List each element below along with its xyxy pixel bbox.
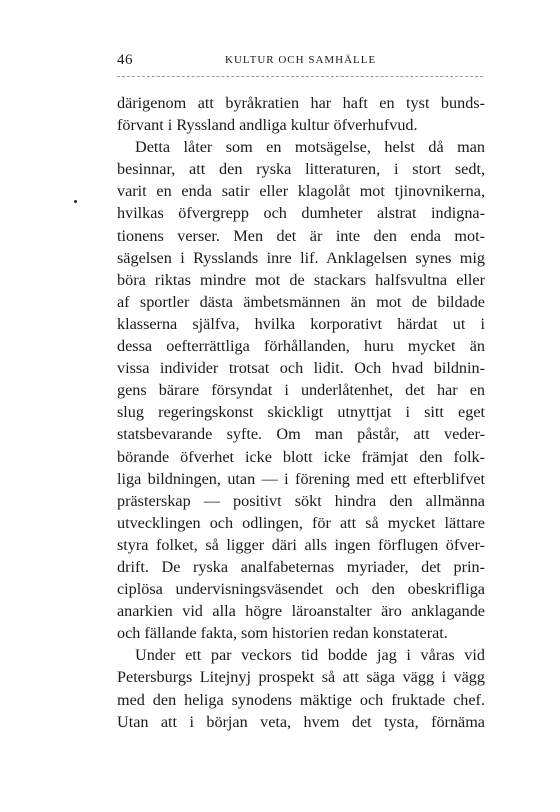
- text-line: och fällande fakta, som historien redan konstaterat.: [117, 624, 448, 643]
- text-line: utvecklingen och odlingen, för att så mycket lättare: [117, 513, 485, 532]
- text-line: därigenom att byråkratien har haft en tyst bunds-: [117, 94, 485, 112]
- text-line: klasserna själfva, hvilka korporativt härdat ut i: [117, 314, 485, 333]
- text-line: statsbevarande syfte. Om man påstår, att veder-: [117, 425, 485, 444]
- text-line: Detta låter som en motsägelse, helst då man: [135, 138, 485, 157]
- text-line: gens bärare försyndat i underlåtenhet, det har en: [117, 381, 485, 400]
- text-line: slug regeringskonst skickligt utnyttjat i sitt eget: [117, 403, 485, 422]
- text-line: anarkien vid alla högre läroanstalter äro anklagande: [117, 602, 485, 621]
- text-line: besinnar, att den ryska litteraturen, i stort sedt,: [117, 160, 485, 179]
- paragraph-1: [117, 92, 485, 136]
- text-line: prästerskap — positivt sökt hindra den allmänna: [117, 491, 485, 510]
- running-title: KULTUR OCH SAMHÄLLE: [225, 54, 377, 66]
- text-line: Under ett par veckors tid bodde jag i våras vid: [135, 646, 485, 665]
- text-line: liga bildningen, utan — i förening med ett efterblifvet: [117, 469, 485, 488]
- header-rule: [117, 76, 483, 77]
- paragraph-2: [117, 136, 485, 644]
- text-line: ciplösa undervisningsväsendet och den obeskrifliga: [117, 580, 485, 599]
- text-line: af sportler dästa ämbetsmännen än mot de bildade: [117, 292, 485, 311]
- text-line: hvilkas öfvergrepp och dumheter alstrat indigna-: [117, 204, 485, 223]
- body-text: [117, 92, 485, 733]
- text-line: dessa oefterrättliga förhållanden, huru mycket än: [117, 337, 485, 356]
- text-line: börande öfverhet icke blott icke främjat den folk-: [117, 447, 485, 466]
- text-line: styra folket, så ligger däri alls ingen förflugen öfver-: [117, 535, 485, 554]
- text-line: Petersburgs Litejnyj prospekt så att säga vägg i vägg: [117, 668, 485, 687]
- text-line: tionens verser. Men det är inte den enda mot-: [117, 226, 485, 245]
- page-header: [117, 52, 483, 72]
- page-number: 46: [117, 52, 133, 68]
- text-line: drift. De ryska analfabeternas myriader, det prin-: [117, 557, 485, 576]
- text-line: med den heliga synodens mäktige och fruktade chef.: [117, 690, 485, 709]
- text-line: Utan att i början veta, hvem det tysta, förnäma: [117, 712, 485, 731]
- text-line: sägelsen i Rysslands inre lif. Anklagelsen synes mig: [117, 248, 485, 267]
- paragraph-3: [117, 644, 485, 732]
- print-speck: [74, 200, 77, 203]
- text-line: vissa individer trotsat och lidit. Och hvad bildnin-: [117, 359, 485, 378]
- text-line: varit en enda satir eller klagolåt mot tjinovnikerna,: [117, 182, 485, 201]
- text-line: böra riktas mindre mot de stackars halfsvultna eller: [117, 270, 485, 289]
- text-line: förvant i Ryssland andliga kultur öfverhufvud.: [117, 116, 418, 135]
